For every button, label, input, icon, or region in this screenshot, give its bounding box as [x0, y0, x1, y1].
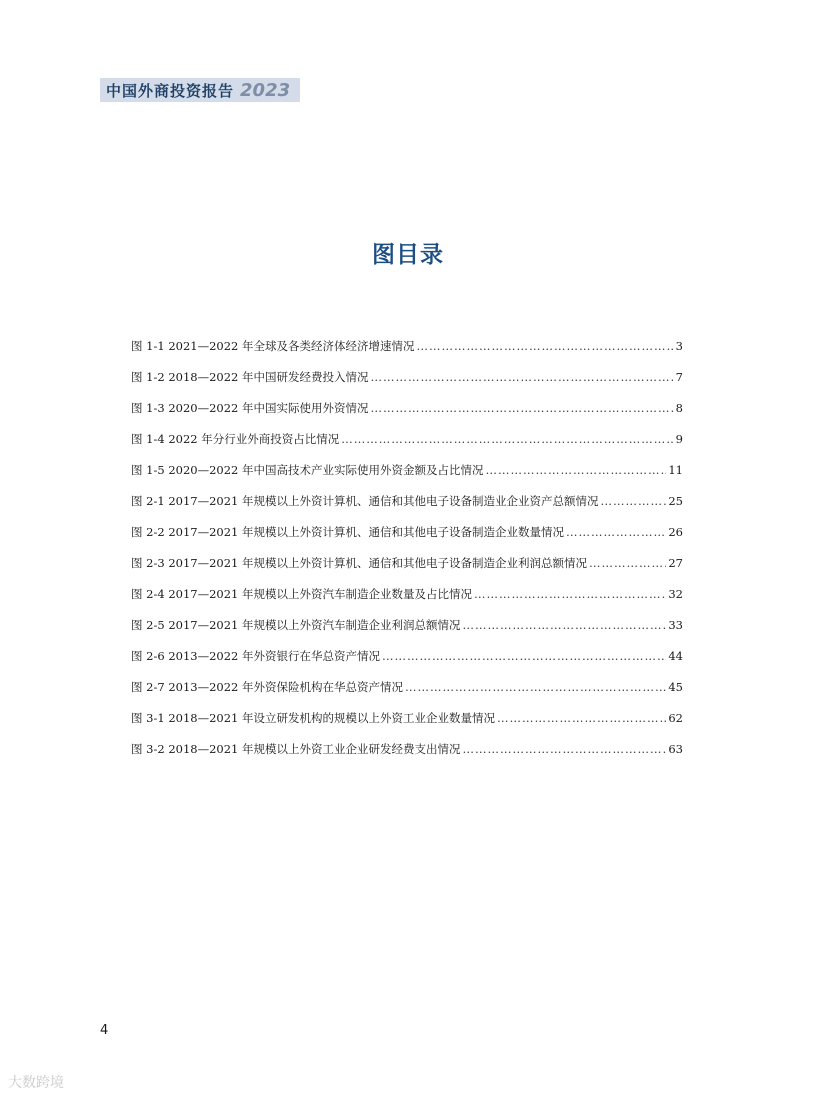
report-header	[100, 78, 300, 102]
toc-entry[interactable]	[131, 431, 683, 462]
toc-entry-page: 33	[668, 618, 683, 632]
page-title: 图目录	[372, 242, 444, 268]
toc-entry-label: 图 1-3 2020—2022 年中国实际使用外资情况	[131, 401, 369, 415]
toc-entry-page: 32	[668, 587, 683, 601]
toc-entry-page: 8	[675, 401, 683, 415]
toc-entry-page: 7	[675, 370, 683, 384]
toc-entry-page: 3	[675, 339, 683, 353]
toc-entry[interactable]	[131, 741, 683, 772]
report-title: 中国外商投资报告	[106, 81, 235, 100]
toc-entry-page: 9	[675, 432, 683, 446]
toc-entry[interactable]	[131, 493, 683, 524]
toc-entry-label: 图 2-7 2013—2022 年外资保险机构在华总资产情况	[131, 680, 404, 694]
toc-entry-page: 11	[668, 463, 683, 477]
toc-leader	[601, 494, 667, 508]
toc-leader	[341, 432, 673, 446]
toc-leader	[405, 680, 666, 694]
toc-entry[interactable]	[131, 400, 683, 431]
toc-leader	[371, 370, 674, 384]
toc-entry-page: 25	[668, 494, 683, 508]
toc-leader	[463, 742, 667, 756]
toc-entry[interactable]	[131, 586, 683, 617]
toc-entry-label: 图 1-2 2018—2022 年中国研发经费投入情况	[131, 370, 369, 384]
toc-entry-label: 图 2-6 2013—2022 年外资银行在华总资产情况	[131, 649, 381, 663]
toc-entry-label: 图 1-5 2020—2022 年中国高技术产业实际使用外资金额及占比情况	[131, 463, 484, 477]
toc-leader	[474, 587, 666, 601]
toc-leader	[589, 556, 666, 570]
toc-entry[interactable]	[131, 462, 683, 493]
toc-leader	[566, 525, 666, 539]
toc-entry[interactable]	[131, 555, 683, 586]
toc-entry[interactable]	[131, 679, 683, 710]
toc-entry-label: 图 3-1 2018—2021 年设立研发机构的规模以上外资工业企业数量情况	[131, 711, 496, 725]
toc-leader	[463, 618, 667, 632]
toc-entry[interactable]	[131, 524, 683, 555]
report-year: 2023	[240, 79, 291, 101]
toc-entry-page: 45	[668, 680, 683, 694]
toc-leader	[497, 711, 666, 725]
toc-leader	[417, 339, 674, 353]
figure-list	[131, 338, 683, 772]
toc-entry-page: 62	[668, 711, 683, 725]
toc-entry-label: 图 1-1 2021—2022 年全球及各类经济体经济增速情况	[131, 339, 415, 353]
toc-entry-page: 26	[668, 525, 683, 539]
toc-leader	[371, 401, 674, 415]
toc-entry-label: 图 2-2 2017—2021 年规模以上外资计算机、通信和其他电子设备制造企业数量情况	[131, 525, 565, 539]
toc-entry-label: 图 2-4 2017—2021 年规模以上外资汽车制造企业数量及占比情况	[131, 587, 473, 601]
toc-leader	[486, 463, 667, 477]
toc-entry-page: 63	[668, 742, 683, 756]
toc-entry-label: 图 2-1 2017—2021 年规模以上外资计算机、通信和其他电子设备制造业企业资产总额情况	[131, 494, 599, 508]
toc-entry[interactable]	[131, 710, 683, 741]
toc-entry[interactable]	[131, 648, 683, 679]
toc-entry-label: 图 3-2 2018—2021 年规模以上外资工业企业研发经费支出情况	[131, 742, 461, 756]
toc-entry[interactable]	[131, 369, 683, 400]
watermark: 大数跨境	[8, 1075, 64, 1091]
toc-entry-page: 44	[668, 649, 683, 663]
toc-entry-label: 图 2-3 2017—2021 年规模以上外资计算机、通信和其他电子设备制造企业利润总额情况	[131, 556, 588, 570]
toc-entry-page: 27	[668, 556, 683, 570]
toc-entry[interactable]	[131, 338, 683, 369]
toc-entry-label: 图 2-5 2017—2021 年规模以上外资汽车制造企业利润总额情况	[131, 618, 461, 632]
toc-leader	[382, 649, 666, 663]
toc-entry-label: 图 1-4 2022 年分行业外商投资占比情况	[131, 432, 340, 446]
toc-entry[interactable]	[131, 617, 683, 648]
page-number: 4	[100, 1023, 109, 1038]
